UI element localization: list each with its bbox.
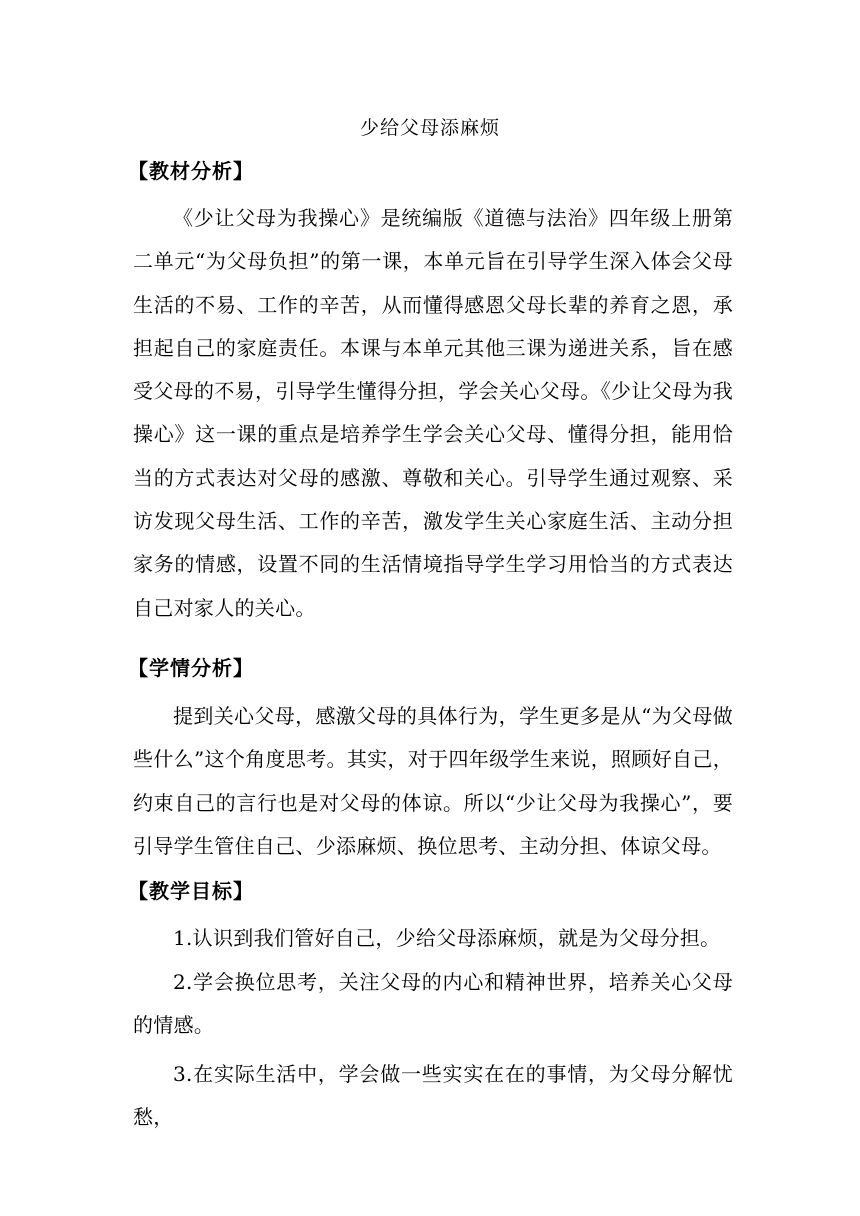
goal-item-1: 1.认识到我们管好自己，少给父母添麻烦，就是为父母分担。 <box>173 926 721 950</box>
paragraph-textbook-analysis: 《少让父母为我操心》是统编版《道德与法治》四年级上册第二单元“为父母负担”的第一课，本单元旨在引导学生深入体会父母生活的不易、工作的辛苦，从而懂得感恩父母长辈的养育之恩，承担起自己的家庭责任。本课与本单元其他三课为递进关系，旨在感受父母的不易，引导学生懂得分担，学会关心父母。《少让父母为我操心》这一课的重点是培养学生学会关心父母、懂得分担，能用恰当的方式表达对父母的感激、尊敬和关心。引导学生通过观察、采访发现父母生活、工作的辛苦，激发学生关心家庭生活、主动分担家务的情感，设置不同的生活情境指导学生学习用恰当的方式表达自己对家人的关心。 <box>133 206 733 620</box>
goal-item-2: 2.学会换位思考，关注父母的内心和精神世界，培养关心父母的情感。 <box>133 970 733 1038</box>
goal-item-3: 3.在实际生活中，学会做一些实实在在的事情，为父母分解忧愁， <box>133 1062 733 1130</box>
section-heading-student-analysis: 【学情分析】 <box>128 656 254 680</box>
section-heading-teaching-goals: 【教学目标】 <box>128 879 254 903</box>
section-heading-textbook-analysis: 【教材分析】 <box>128 159 254 183</box>
paragraph-student-analysis: 提到关心父母，感激父母的具体行为，学生更多是从“为父母做些什么”这个角度思考。其实，对于四年级学生来说，照顾好自己，约束自己的言行也是对父母的体谅。所以“少让父母为我操心”，要引导学生管住自己、少添麻烦、换位思考、主动分担、体谅父母。 <box>133 704 733 858</box>
document-title: 少给父母添麻烦 <box>359 117 500 139</box>
